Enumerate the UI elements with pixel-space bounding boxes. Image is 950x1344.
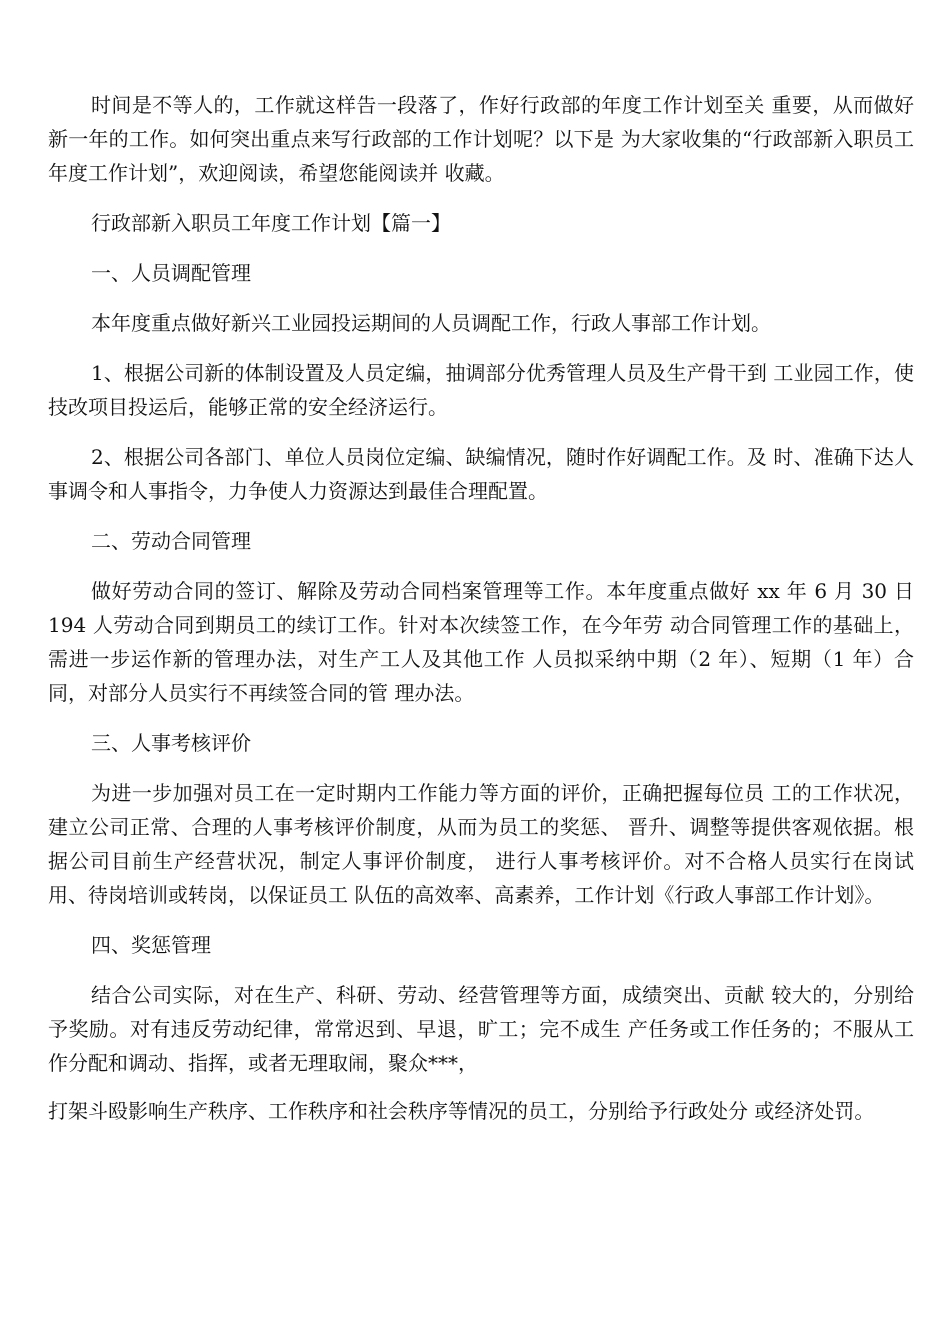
heading-labor-contract: 二、劳动合同管理 [91, 529, 251, 553]
heading-personnel-allocation: 一、人员调配管理 [91, 261, 251, 285]
paragraph-allocation-focus: 本年度重点做好新兴工业园投运期间的人员调配工作，行政人事部工作计划。 [91, 311, 771, 335]
heading-rewards-penalties: 四、奖惩管理 [91, 933, 211, 957]
section-title: 行政部新入职员工年度工作计划【篇一】 [91, 211, 451, 235]
paragraph-allocation-item-2: 2、根据公司各部门、单位人员岗位定编、缺编情况，随时作好调配工作。及 时、准确下达人事调令和人事指令，力争使人力资源达到最佳合理配置。 [48, 445, 914, 503]
paragraph-rewards-penalties: 结合公司实际，对在生产、科研、劳动、经营管理等方面，成绩突出、贡献 较大的，分别给予奖励。对有违反劳动纪律，常常迟到、早退，旷工；完不成生 产任务或工作任务的；不服从工作分配和调动、指挥，或者无理取闹，聚众***， [48, 983, 914, 1075]
paragraph-rewards-penalties-continued: 打架斗殴影响生产秩序、工作秩序和社会秩序等情况的员工，分别给予行政处分 或经济处罚。 [48, 1099, 875, 1123]
paragraph-allocation-item-1: 1、根据公司新的体制设置及人员定编，抽调部分优秀管理人员及生产骨干到 工业园工作，使技改项目投运后，能够正常的安全经济运行。 [48, 361, 914, 419]
paragraph-personnel-evaluation: 为进一步加强对员工在一定时期内工作能力等方面的评价，正确把握每位员 工的工作状况，建立公司正常、合理的人事考核评价制度，从而为员工的奖惩、 晋升、调整等提供客观依据。根据公司目前生产经营状况，制定人事评价制度， 进行人事考核评价。对不合格人员实行在岗试用、待岗培训或转岗，以保证员工 队伍的高效率、高素养，工作计划《行政人事部工作计划》。 [48, 781, 914, 907]
intro-paragraph: 时间是不等人的，工作就这样告一段落了，作好行政部的年度工作计划至关 重要，从而做好新一年的工作。如何突出重点来写行政部的工作计划呢？以下是 为大家收集的“行政部新入职员工年度工作计划”，欢迎阅读，希望您能阅读并 收藏。 [48, 93, 914, 185]
document-body [48, 88, 914, 1144]
heading-personnel-evaluation: 三、人事考核评价 [91, 731, 251, 755]
paragraph-labor-contract: 做好劳动合同的签订、解除及劳动合同档案管理等工作。本年度重点做好 xx 年 6 月 30 日 194 人劳动合同到期员工的续订工作。针对本次续签工作，在今年劳 动合同管理工作的基础上，需进一步运作新的管理办法，对生产工人及其他工作 人员拟采纳中期（2 年）、短期（1 年）合同，对部分人员实行不再续签合同的管 理办法。 [48, 579, 914, 705]
